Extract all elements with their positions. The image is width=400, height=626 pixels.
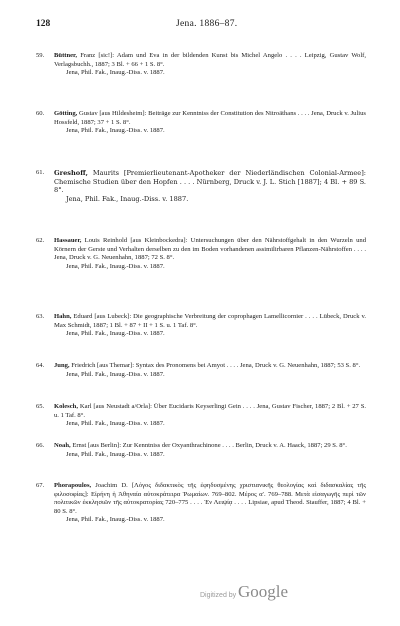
entry-number: 59. (36, 52, 45, 59)
entry-text: Louis Reinhold [aus Kleinbockedra]: Untersuchungen über den Nährstoffgehalt in den Wurzeln und Körnern der Gerste und Verhalten derselben zu den im Boden vorhandenen assimilirbaren Pflanzen-Nährstoffen . . . . Jena, Druck v. G. Neuenhahn, 1887; 72 S. 8°. (54, 237, 366, 262)
author-name: Kolesch, (54, 403, 78, 410)
entry-text: Joachim D. [Λόγος διδακτικὸς τῆς ἐφηδυσμένης χριστιανικῆς θεολογίας καὶ διδασκαλίας τῆς φιλοσοφίας]: Εἰρήνη ἡ Ἀθηναία αὐτοκράτειρα Ῥωμαίων. 769–802. Μέρος αʹ. 769–788. Μετὰ εἰσαγωγῆς περὶ τῶν πολιτικῶν ἐκκλησιῶν τῆς αὐτοκρατορίας 720–775 . . . . Ἐν Λειψίᾳ . . . . Lipsiae, apud Theod. Stauffer, 1887; 4 Bl. + 80 S. 8°. (54, 482, 367, 515)
entry-number: 67. (36, 482, 45, 489)
entry-60 (36, 110, 366, 136)
author-name: Noah, (54, 442, 71, 449)
author-name: Büttner, (54, 52, 78, 59)
entry-number: 63. (36, 313, 45, 320)
dissertation-note: Jena, Phil. Fak., Inaug.-Diss. v. 1887. (66, 420, 165, 428)
entry-number: 66. (36, 442, 45, 449)
dissertation-note: Jena, Phil. Fak., Inaug.-Diss. v. 1887. (66, 370, 165, 378)
watermark-prefix: Digitized by (200, 592, 237, 599)
entry-number: 62. (36, 237, 45, 244)
entry-number: 64. (36, 362, 45, 369)
author-name: Jung, (54, 362, 70, 369)
page-header (36, 19, 366, 33)
entry-text: Franz [sic!]: Adam und Eva in der bildenden Kunst bis Michel Angelo . . . . Leipzig, Gustav Wolf, Verlagsbuchh., 1887; 3 Bl. + 66 + 1 S. 8°. (54, 52, 367, 68)
entry-64 (36, 362, 366, 379)
author-name: Phorapoulos, (54, 482, 92, 489)
entry-text: Friedrich [aus Themar]: Syntax des Pronomens bei Amyot . . . . Jena, Druck v. G. Neuenhahn, 1887; 53 S. 8°. (71, 362, 361, 369)
dissertation-note: Jena, Phil. Fak., Inaug.-Diss. v. 1887. (66, 127, 165, 135)
entry-text: Eduard [aus Lubeck]: Die geographische Verbreitung der coprophagen Lamellicornier . . . . Lübeck, Druck v. Max Schmidt, 1887; 1 Bl. + 87 + II + 1 S. u. 1 Taf. 8°. (54, 313, 366, 329)
entry-67 (36, 482, 366, 525)
author-name: Hahn, (54, 313, 72, 320)
google-logo: Google (238, 582, 289, 601)
author-name: Greshoff, (54, 169, 88, 177)
author-name: Hassauer, (54, 237, 82, 244)
entry-text: Ernst [aus Berlin]: Zur Kenntniss der Oxyanthrachinone . . . . Berlin, Druck v. A. Haack, 1887; 29 S. 8°. (72, 442, 347, 449)
dissertation-note: Jena, Phil. Fak., Inaug.-Diss. v. 1887. (66, 330, 165, 338)
entry-text: Gustav [aus Hildesheim]: Beiträge zur Kenntniss der Constitution des Nitroäthans . . . . Jena, Druck v. Julius Hossfeld, 1887; 37 + 1 S. 8°. (54, 110, 366, 126)
dissertation-note: Jena, Phil. Fak., Inaug.-Diss. v. 1887. (66, 516, 165, 524)
entry-59 (36, 52, 366, 78)
dissertation-note: Jena, Phil. Fak., Inaug.-Diss. v. 1887. (66, 450, 165, 458)
dissertation-note: Jena, Phil. Fak., Inaug.-Diss. v. 1887. (66, 194, 189, 203)
entry-text: Maurits [Premierlieutenant-Apotheker der Niederländischen Colonial-Armee]: Chemische Studien über den Hopfen . . . . Nürnberg, Druck v. J. L. Stich [1887]; 4 Bl. + 89 S. 8°. (54, 169, 366, 195)
entry-66 (36, 442, 366, 459)
entry-61 (36, 169, 366, 203)
entry-number: 65. (36, 403, 45, 410)
entry-text: Karl [aus Neustadt a/Orla]: Über Eucidaris Keyserlingi Gein . . . . Jena, Gustav Fischer, 1887; 2 Bl. + 27 S. u. 1 Taf. 8°. (54, 403, 367, 419)
dissertation-note: Jena, Phil. Fak., Inaug.-Diss. v. 1887. (66, 262, 165, 270)
author-name: Götting, (54, 110, 78, 117)
entry-63 (36, 313, 366, 339)
entry-number: 60. (36, 110, 45, 117)
entry-62 (36, 237, 366, 271)
google-watermark (200, 582, 350, 606)
running-title: Jena. 1886–87. (176, 19, 238, 29)
page-number: 128 (36, 19, 51, 29)
entry-65 (36, 403, 366, 429)
dissertation-note: Jena, Phil. Fak., Inaug.-Diss. v. 1887. (66, 69, 165, 77)
entry-number: 61. (36, 169, 45, 176)
